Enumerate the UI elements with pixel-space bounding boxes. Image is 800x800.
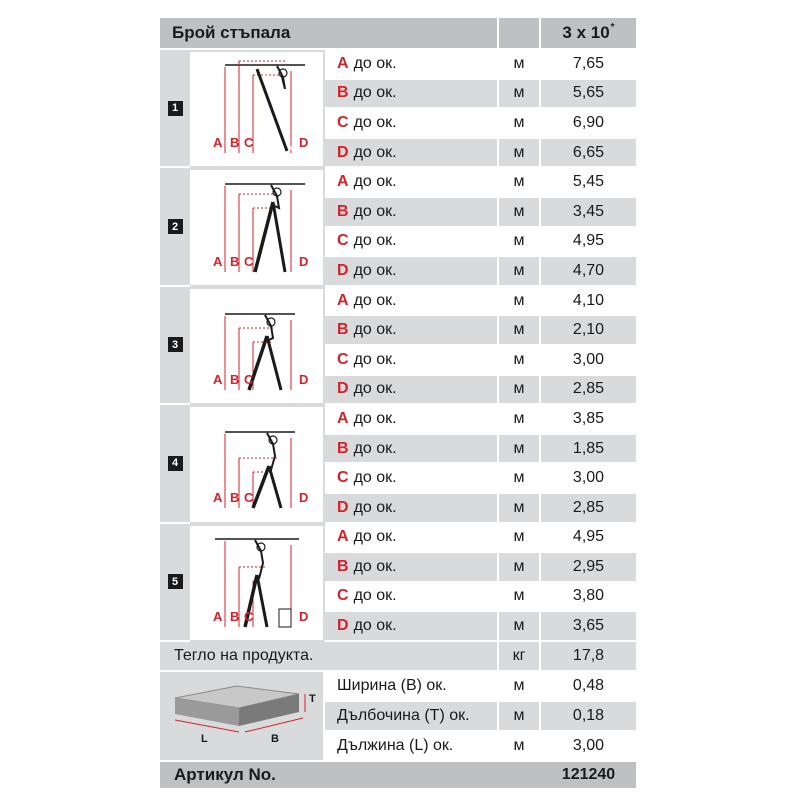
height-value: 3,45	[541, 198, 638, 228]
group-number-cell	[160, 405, 190, 523]
diagram-label-b: B	[229, 608, 239, 624]
height-label	[325, 139, 499, 169]
diagram-label-a: A	[212, 490, 222, 506]
height-unit: м	[499, 464, 541, 494]
height-text: до ок.	[353, 291, 397, 309]
height-unit: м	[499, 376, 541, 406]
height-text: до ок.	[353, 202, 397, 220]
diagram-label-b: B	[229, 490, 239, 506]
ladder-diagram-2	[190, 168, 325, 286]
diagram-label-d: D	[298, 371, 308, 387]
height-letter: B	[337, 321, 349, 339]
group-number-badge: 5	[168, 574, 183, 589]
dimension-unit: м	[499, 672, 541, 702]
height-unit: м	[499, 405, 541, 435]
height-label	[325, 405, 499, 435]
ladder-usage-icon	[195, 529, 319, 637]
height-label	[325, 376, 499, 406]
article-number: 121240	[541, 762, 638, 790]
height-text: до ок.	[353, 261, 397, 279]
steps-header-value: 3 x 10 *	[541, 18, 638, 50]
box-label-l: L	[200, 732, 208, 745]
group-number-badge: 4	[168, 456, 183, 471]
height-value: 2,85	[541, 494, 638, 524]
diagram-label-c: C	[243, 608, 253, 624]
height-text: до ок.	[353, 439, 397, 457]
height-value: 3,80	[541, 583, 638, 613]
height-label	[325, 257, 499, 287]
diagram-label-b: B	[229, 253, 239, 269]
height-value: 2,95	[541, 553, 638, 583]
package-box-icon	[167, 676, 317, 756]
height-text: до ок.	[353, 587, 397, 605]
height-letter: B	[337, 202, 349, 220]
height-value: 3,85	[541, 405, 638, 435]
diagram-label-d: D	[298, 135, 308, 151]
height-label	[325, 583, 499, 613]
height-letter: D	[337, 617, 349, 635]
height-unit: м	[499, 228, 541, 258]
height-letter: C	[337, 469, 349, 487]
height-letter: D	[337, 261, 349, 279]
height-value: 6,65	[541, 139, 638, 169]
ladder-diagram-3	[190, 287, 325, 405]
diagram-label-d: D	[298, 608, 308, 624]
height-label	[325, 612, 499, 642]
height-label	[325, 50, 499, 80]
height-value: 2,85	[541, 376, 638, 406]
height-text: до ок.	[353, 498, 397, 516]
height-value: 5,45	[541, 168, 638, 198]
diagram-label-c: C	[243, 490, 253, 506]
height-label	[325, 494, 499, 524]
height-unit: м	[499, 553, 541, 583]
dimension-value: 0,48	[541, 672, 638, 702]
height-text: до ок.	[353, 380, 397, 398]
height-letter: D	[337, 143, 349, 161]
group-number-badge: 2	[168, 219, 183, 234]
height-value: 3,00	[541, 346, 638, 376]
ladder-usage-icon	[195, 174, 319, 282]
height-letter: B	[337, 439, 349, 457]
height-letter: A	[337, 409, 349, 427]
diagram-label-c: C	[243, 371, 253, 387]
height-value: 4,10	[541, 287, 638, 317]
height-letter: A	[337, 291, 349, 309]
height-text: до ок.	[353, 321, 397, 339]
box-label-b: B	[270, 732, 279, 745]
height-label	[325, 553, 499, 583]
height-text: до ок.	[353, 54, 397, 72]
weight-label: Тегло на продукта.	[160, 642, 499, 672]
diagram-label-b: B	[229, 135, 239, 151]
ladder-diagram-4	[190, 405, 325, 523]
height-unit: м	[499, 524, 541, 554]
height-text: до ок.	[353, 557, 397, 575]
ladder-usage-icon	[195, 55, 319, 163]
group-number-badge: 1	[168, 101, 183, 116]
height-unit: м	[499, 139, 541, 169]
height-text: до ок.	[353, 617, 397, 635]
height-text: до ок.	[353, 173, 397, 191]
group-number-cell	[160, 524, 190, 642]
group-number-cell	[160, 287, 190, 405]
height-letter: A	[337, 528, 349, 546]
height-letter: B	[337, 84, 349, 102]
steps-header-label: Брой стъпала	[160, 18, 499, 50]
height-value: 1,85	[541, 435, 638, 465]
height-text: до ок.	[353, 528, 397, 546]
height-unit: м	[499, 316, 541, 346]
height-unit: м	[499, 494, 541, 524]
dimension-unit: м	[499, 702, 541, 732]
height-unit: м	[499, 435, 541, 465]
height-value: 3,00	[541, 464, 638, 494]
height-label	[325, 524, 499, 554]
height-label	[325, 464, 499, 494]
height-letter: C	[337, 587, 349, 605]
height-letter: A	[337, 173, 349, 191]
height-value: 4,95	[541, 228, 638, 258]
diagram-label-c: C	[243, 253, 253, 269]
height-value: 7,65	[541, 50, 638, 80]
height-unit: м	[499, 109, 541, 139]
height-value: 6,90	[541, 109, 638, 139]
diagram-label-c: C	[243, 135, 253, 151]
dimension-value: 3,00	[541, 732, 638, 762]
group-number-badge: 3	[168, 337, 183, 352]
diagram-label-d: D	[298, 253, 308, 269]
height-text: до ок.	[353, 84, 397, 102]
diagram-label-b: B	[229, 371, 239, 387]
group-number-cell	[160, 50, 190, 168]
height-unit: м	[499, 346, 541, 376]
height-label	[325, 198, 499, 228]
height-value: 3,65	[541, 612, 638, 642]
diagram-label-a: A	[212, 253, 222, 269]
height-letter: C	[337, 350, 349, 368]
dimension-label: Дължина (L) ок.	[325, 732, 499, 762]
height-value: 5,65	[541, 80, 638, 110]
weight-value: 17,8	[541, 642, 638, 672]
dimension-unit: м	[499, 732, 541, 762]
height-label	[325, 80, 499, 110]
header-unit-cell	[499, 18, 541, 50]
height-unit: м	[499, 50, 541, 80]
height-letter: C	[337, 232, 349, 250]
height-text: до ок.	[353, 143, 397, 161]
dimension-label: Дълбочина (T) ок.	[325, 702, 499, 732]
height-unit: м	[499, 80, 541, 110]
height-unit: м	[499, 583, 541, 613]
article-label: Артикул No.	[160, 762, 541, 790]
diagram-label-a: A	[212, 608, 222, 624]
height-text: до ок.	[353, 469, 397, 487]
box-label-t: T	[308, 692, 316, 705]
diagram-label-a: A	[212, 135, 222, 151]
height-label	[325, 316, 499, 346]
height-unit: м	[499, 168, 541, 198]
spec-table	[160, 18, 638, 800]
height-text: до ок.	[353, 409, 397, 427]
height-value: 4,95	[541, 524, 638, 554]
height-label	[325, 346, 499, 376]
height-unit: м	[499, 612, 541, 642]
package-dimensions-diagram	[160, 672, 325, 762]
height-label	[325, 168, 499, 198]
dimension-value: 0,18	[541, 702, 638, 732]
height-letter: D	[337, 498, 349, 516]
ladder-diagram-1	[190, 50, 325, 168]
diagram-label-d: D	[298, 490, 308, 506]
height-text: до ок.	[353, 350, 397, 368]
height-unit: м	[499, 198, 541, 228]
diagram-label-a: A	[212, 371, 222, 387]
height-unit: м	[499, 257, 541, 287]
height-label	[325, 435, 499, 465]
height-label	[325, 109, 499, 139]
height-label	[325, 228, 499, 258]
height-text: до ок.	[353, 232, 397, 250]
ladder-usage-icon	[195, 410, 319, 518]
ladder-diagram-5	[190, 524, 325, 642]
height-label	[325, 287, 499, 317]
height-value: 4,70	[541, 257, 638, 287]
dimension-label: Ширина (B) ок.	[325, 672, 499, 702]
weight-unit: кг	[499, 642, 541, 672]
height-unit: м	[499, 287, 541, 317]
group-number-cell	[160, 168, 190, 286]
height-letter: D	[337, 380, 349, 398]
height-text: до ок.	[353, 113, 397, 131]
height-letter: B	[337, 557, 349, 575]
height-letter: C	[337, 113, 349, 131]
height-letter: A	[337, 54, 349, 72]
ladder-usage-icon	[195, 292, 319, 400]
height-value: 2,10	[541, 316, 638, 346]
